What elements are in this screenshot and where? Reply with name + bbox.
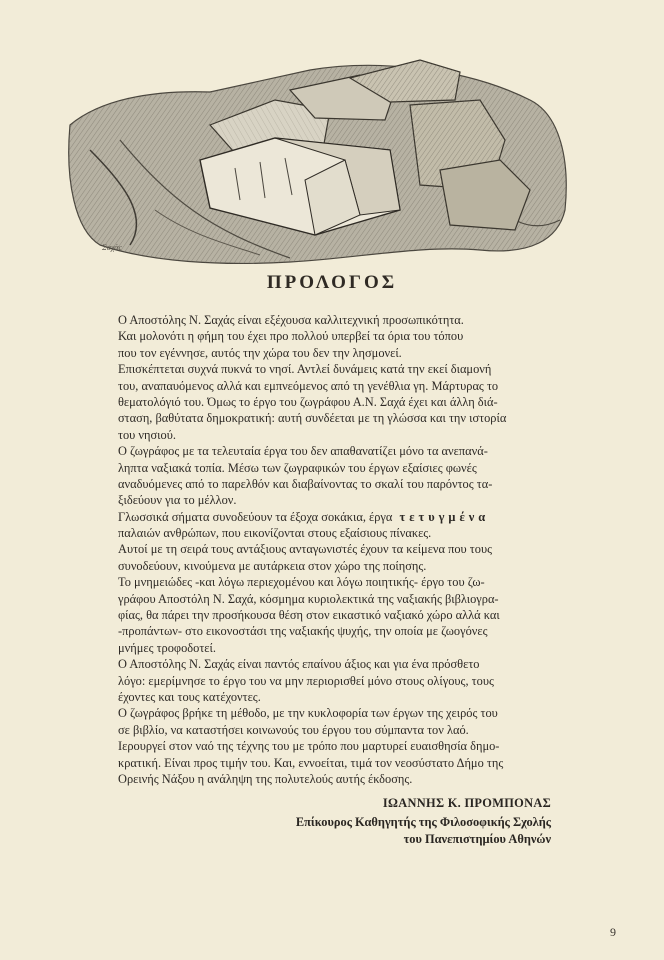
body-line: αναδυόμενες από το παρελθόν και διαβαίνοντας το σκαλί του παρόντος τα- bbox=[118, 476, 493, 491]
body-line: παλαιών ανθρώπων, που εικονίζονται στους εξαίσιους πίνακες. bbox=[118, 526, 432, 541]
body-line: Ο Αποστόλης Ν. Σαχάς είναι παντός επαίνου άξιος και για ένα πρόσθετο bbox=[118, 657, 480, 672]
body-line: Επισκέπτεται συχνά πυκνά το νησί. Αντλεί δυνάμεις κατά την εκεί διαμονή bbox=[118, 362, 492, 377]
body-line: Ο Αποστόλης Ν. Σαχάς είναι εξέχουσα καλλιτεχνική προσωπικότητα. bbox=[118, 313, 464, 327]
body-line: Το μνημειώδες -και λόγω περιεχομένου και λόγω ποιητικής- έργο του ζω- bbox=[118, 575, 485, 590]
body-line: φίας, θα πάρει την προσήκουσα θέση στον εικαστικό ναξιακό χώρο αλλά και bbox=[118, 608, 500, 623]
author-role-line1: Επίκουρος Καθηγητής της Φιλοσοφικής Σχολής bbox=[295, 815, 551, 829]
body-line: σταση, βαθύτατα δημοκρατική: αυτή συνδέεται με τη γλώσσα και την ιστορία bbox=[118, 411, 507, 426]
preface-body bbox=[118, 312, 558, 787]
artist-signature: Σαχάς bbox=[102, 243, 122, 252]
body-line: Και μολονότι η φήμη του έχει προ πολλού υπερβεί τα όρια του τόπου bbox=[118, 329, 464, 344]
body-line: έχοντες και τους κατέχοντες. bbox=[118, 689, 261, 704]
body-line: του νησιού. bbox=[118, 427, 176, 442]
author-role-line2: του Πανεπιστημίου Αθηνών bbox=[403, 832, 551, 846]
body-line: που τον εγέννησε, αυτός την χώρα του δεν την λησμονεί. bbox=[118, 345, 402, 360]
page-title: ΠΡΟΛΟΓΟΣ bbox=[266, 272, 398, 293]
body-line: Ο ζωγράφος με τα τελευταία έργα του δεν απαθανατίζει μόνο τα ανεπανά- bbox=[118, 444, 488, 459]
body-line: συνοδεύουν, κινούμενα με αυτάρκεια στον χώρο της ποίησης. bbox=[118, 558, 427, 573]
body-line: -προπάντων- στο εικονοστάσι της ναξιακής ψυχής, την οποία με ζωογόνες bbox=[118, 624, 488, 639]
body-line: Ορεινής Νάξου η ανάληψη της πολυτελούς αυτής έκδοσης. bbox=[118, 771, 413, 786]
signature-block bbox=[296, 795, 551, 848]
body-line: Ιερουργεί στον ναό της τέχνης του με τρόπο που μαρτυρεί ευαισθησία δημο- bbox=[118, 739, 500, 754]
body-line: θεματολόγιό του. Όμως το έργο του ζωγράφου Α.Ν. Σαχά έχει και άλλη διά- bbox=[118, 394, 498, 409]
body-line: σε βιβλίο, να καταστήσει κοινωνούς του έργου του σύμπαντα τον λαό. bbox=[118, 722, 469, 737]
body-line: Αυτοί με τη σειρά τους αντάξιους ανταγωνιστές έχουν τα κείμενα που τους bbox=[118, 542, 492, 557]
body-line: ληπτα ναξιακά τοπία. Μέσω των ζωγραφικών του έργων εξαίσιες φωνές bbox=[118, 460, 477, 475]
body-line: του, αναπαυόμενος αλλά και εμπνεόμενος από τη γενέθλια γη. Μάρτυρας το bbox=[118, 378, 499, 393]
body-line: Ο ζωγράφος βρήκε τη μέθοδο, με την κυκλοφορία των έργων της χειρός του bbox=[118, 706, 498, 721]
rock-sculpture-illustration bbox=[60, 30, 575, 270]
body-line: λόγο: εμερίμνησε το έργο του να μην περιορισθεί μόνο στους ολίγους, τους bbox=[118, 673, 494, 688]
body-line: Γλωσσικά σήματα συνοδεύουν τα έξοχα σοκάκια, έργα τετυγμένα bbox=[118, 509, 490, 524]
author-name: ΙΩΑΝΝΗΣ Κ. ΠΡΟΜΠΟΝΑΣ bbox=[382, 796, 551, 810]
body-line: ξιδεύουν για το μέλλον. bbox=[118, 493, 237, 508]
page-number: 9 bbox=[610, 925, 616, 939]
body-line: μνήμες τροφοδοτεί. bbox=[118, 640, 216, 655]
emphasized-word: τετυγμένα bbox=[392, 509, 490, 524]
body-line: γράφου Αποστόλη Ν. Σαχά, κόσμημα κυριολεκτικά της ναξιακής βιβλιογρα- bbox=[118, 591, 499, 606]
body-line: κρατική. Είναι προς τιμήν του. Και, εννοείται, τιμά τον νεοσύστατο Δήμο της bbox=[118, 755, 504, 770]
